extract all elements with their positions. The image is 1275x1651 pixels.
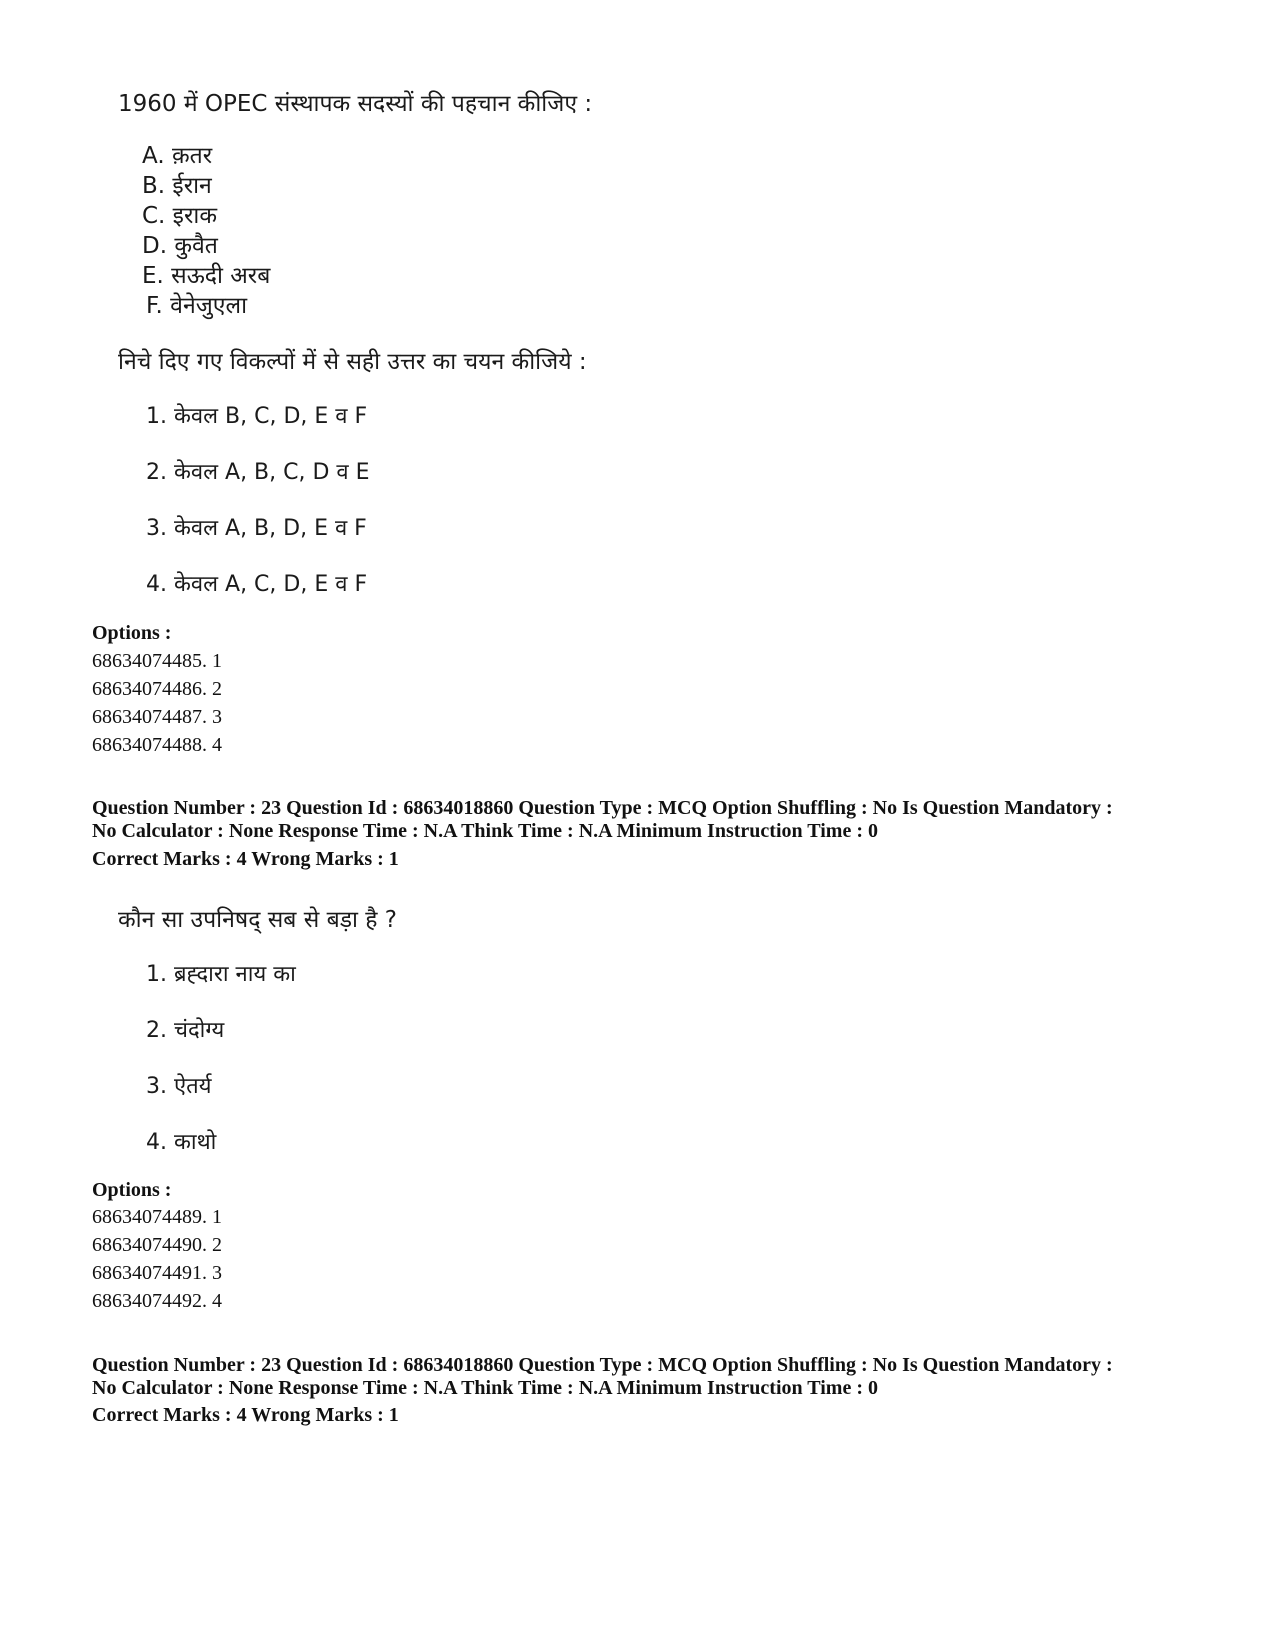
option-id: 68634074492. 4 [92,1290,222,1312]
answer-choice: 3. केवल A, B, D, E व F [146,516,367,541]
statement-item: E. सऊदी अरब [142,263,271,289]
answer-choice: 2. चंदोग्य [146,1018,225,1043]
option-id: 68634074486. 2 [92,678,222,700]
statement-item: D. कुवैत [142,233,218,259]
option-id: 68634074485. 1 [92,650,222,672]
statement-item: A. क़तर [142,143,213,169]
question-meta-line: No Calculator : None Response Time : N.A Think Time : N.A Minimum Instruction Time : 0 [92,820,878,842]
instruction-text: निचे दिए गए विकल्पों में से सही उत्तर का चयन कीजिये : [118,349,587,375]
question-meta-line: Question Number : 23 Question Id : 68634018860 Question Type : MCQ Option Shuffling : No Is Question Mandatory : [92,797,1113,819]
answer-choice: 1. ब्रह्दारा नाय का [146,962,296,987]
answer-choice: 3. ऐतर्य [146,1074,212,1099]
options-label: Options : [92,1179,172,1201]
marks-line: Correct Marks : 4 Wrong Marks : 1 [92,848,399,870]
option-id: 68634074488. 4 [92,734,222,756]
question-text: 1960 में OPEC संस्थापक सदस्यों की पहचान कीजिए : [118,91,593,117]
statement-item: C. इराक [142,203,218,229]
question-meta-line: No Calculator : None Response Time : N.A Think Time : N.A Minimum Instruction Time : 0 [92,1377,878,1399]
answer-choice: 2. केवल A, B, C, D व E [146,460,370,485]
option-id: 68634074487. 3 [92,706,222,728]
question-meta-line: Question Number : 23 Question Id : 68634018860 Question Type : MCQ Option Shuffling : No Is Question Mandatory : [92,1354,1113,1376]
statement-item: B. ईरान [142,173,212,199]
answer-choice: 1. केवल B, C, D, E व F [146,404,368,429]
option-id: 68634074489. 1 [92,1206,222,1228]
answer-choice: 4. केवल A, C, D, E व F [146,572,368,597]
statement-item: F. वेनेजुएला [146,293,248,319]
question-text: कौन सा उपनिषद् सब से बड़ा है ? [118,907,398,933]
options-label: Options : [92,622,172,644]
option-id: 68634074491. 3 [92,1262,222,1284]
marks-line: Correct Marks : 4 Wrong Marks : 1 [92,1404,399,1426]
answer-choice: 4. काथो [146,1130,217,1155]
option-id: 68634074490. 2 [92,1234,222,1256]
